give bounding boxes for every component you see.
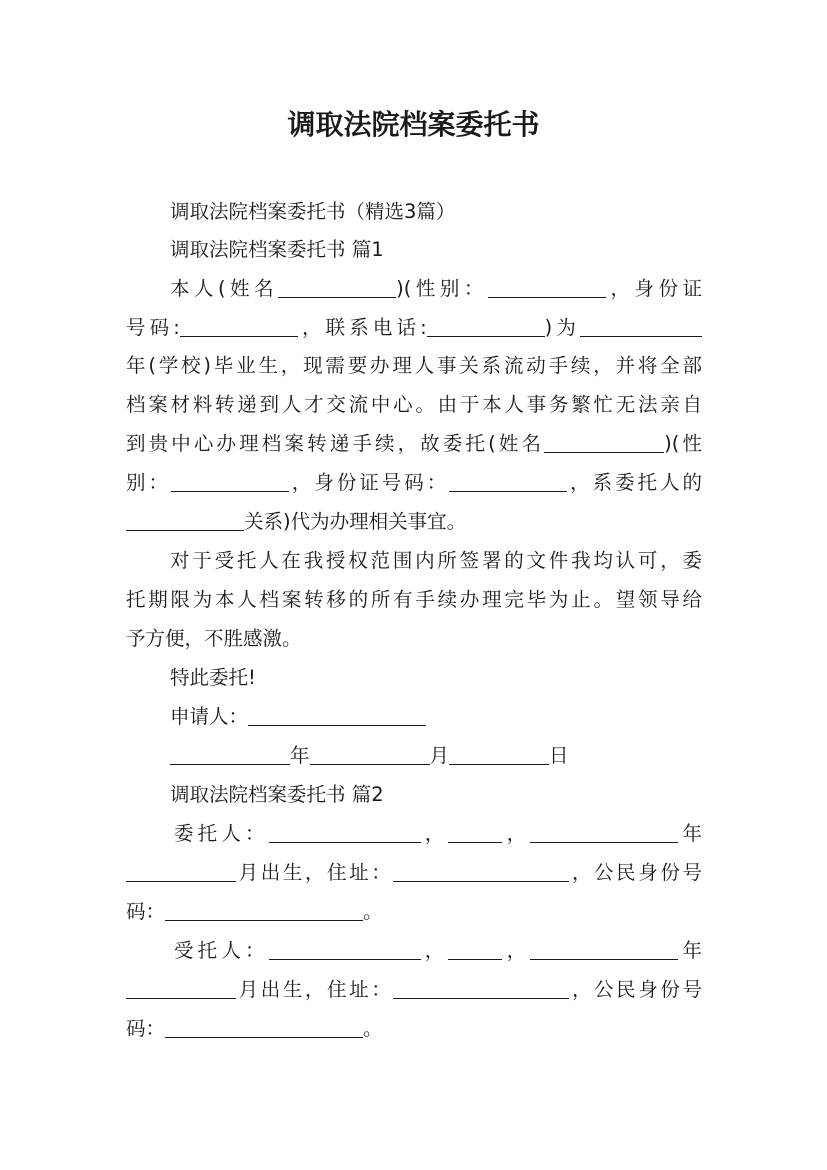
paragraph-line: 月出生，住址： ，公民身份号: [126, 861, 702, 885]
document-title: 调取法院档案委托书: [287, 108, 540, 141]
date-line: 年 月 日: [170, 744, 569, 768]
paragraph-line: 本人(姓名 )(性别： ，身份证: [170, 277, 702, 300]
closing-line: 特此委托!: [170, 666, 256, 689]
paragraph-line: 号码: ，联系电话: )为: [126, 316, 702, 340]
paragraph-line: 码： 。: [126, 900, 383, 923]
paragraph-line: 对于受托人在我授权范围内所签署的文件我均认可，委: [170, 549, 702, 572]
section-heading-2: 调取法院档案委托书 篇2: [170, 783, 384, 806]
paragraph-line: 年(学校)毕业生，现需要办理人事关系流动手续，并将全部: [126, 354, 702, 377]
paragraph-line: 到贵中心办理档案转递手续，故委托(姓名 )(性: [126, 432, 703, 455]
paragraph-line: 别： ，身份证号码： ，系委托人的: [126, 471, 702, 494]
paragraph-line: 档案材料转递到人才交流中心。由于本人事务繁忙无法亲自: [126, 393, 702, 416]
paragraph-line: 月出生，住址： ，公民身份号: [126, 978, 702, 1002]
paragraph-line: 码： 。: [126, 1017, 383, 1040]
section-heading-1: 调取法院档案委托书 篇1: [170, 238, 384, 261]
paragraph-line: 予方便，不胜感激。: [126, 627, 302, 650]
paragraph-line: 托期限为本人档案转移的所有手续办理完毕为止。望领导给: [126, 588, 702, 611]
subtitle: 调取法院档案委托书（精选3篇）: [170, 200, 456, 223]
paragraph-line: 受托人： ， ， 年: [174, 939, 702, 962]
paragraph-line: 委托人： ， ， 年: [174, 822, 702, 845]
paragraph-line: 关系)代为办理相关事宜。: [126, 510, 466, 534]
applicant-line: 申请人：: [170, 705, 426, 729]
